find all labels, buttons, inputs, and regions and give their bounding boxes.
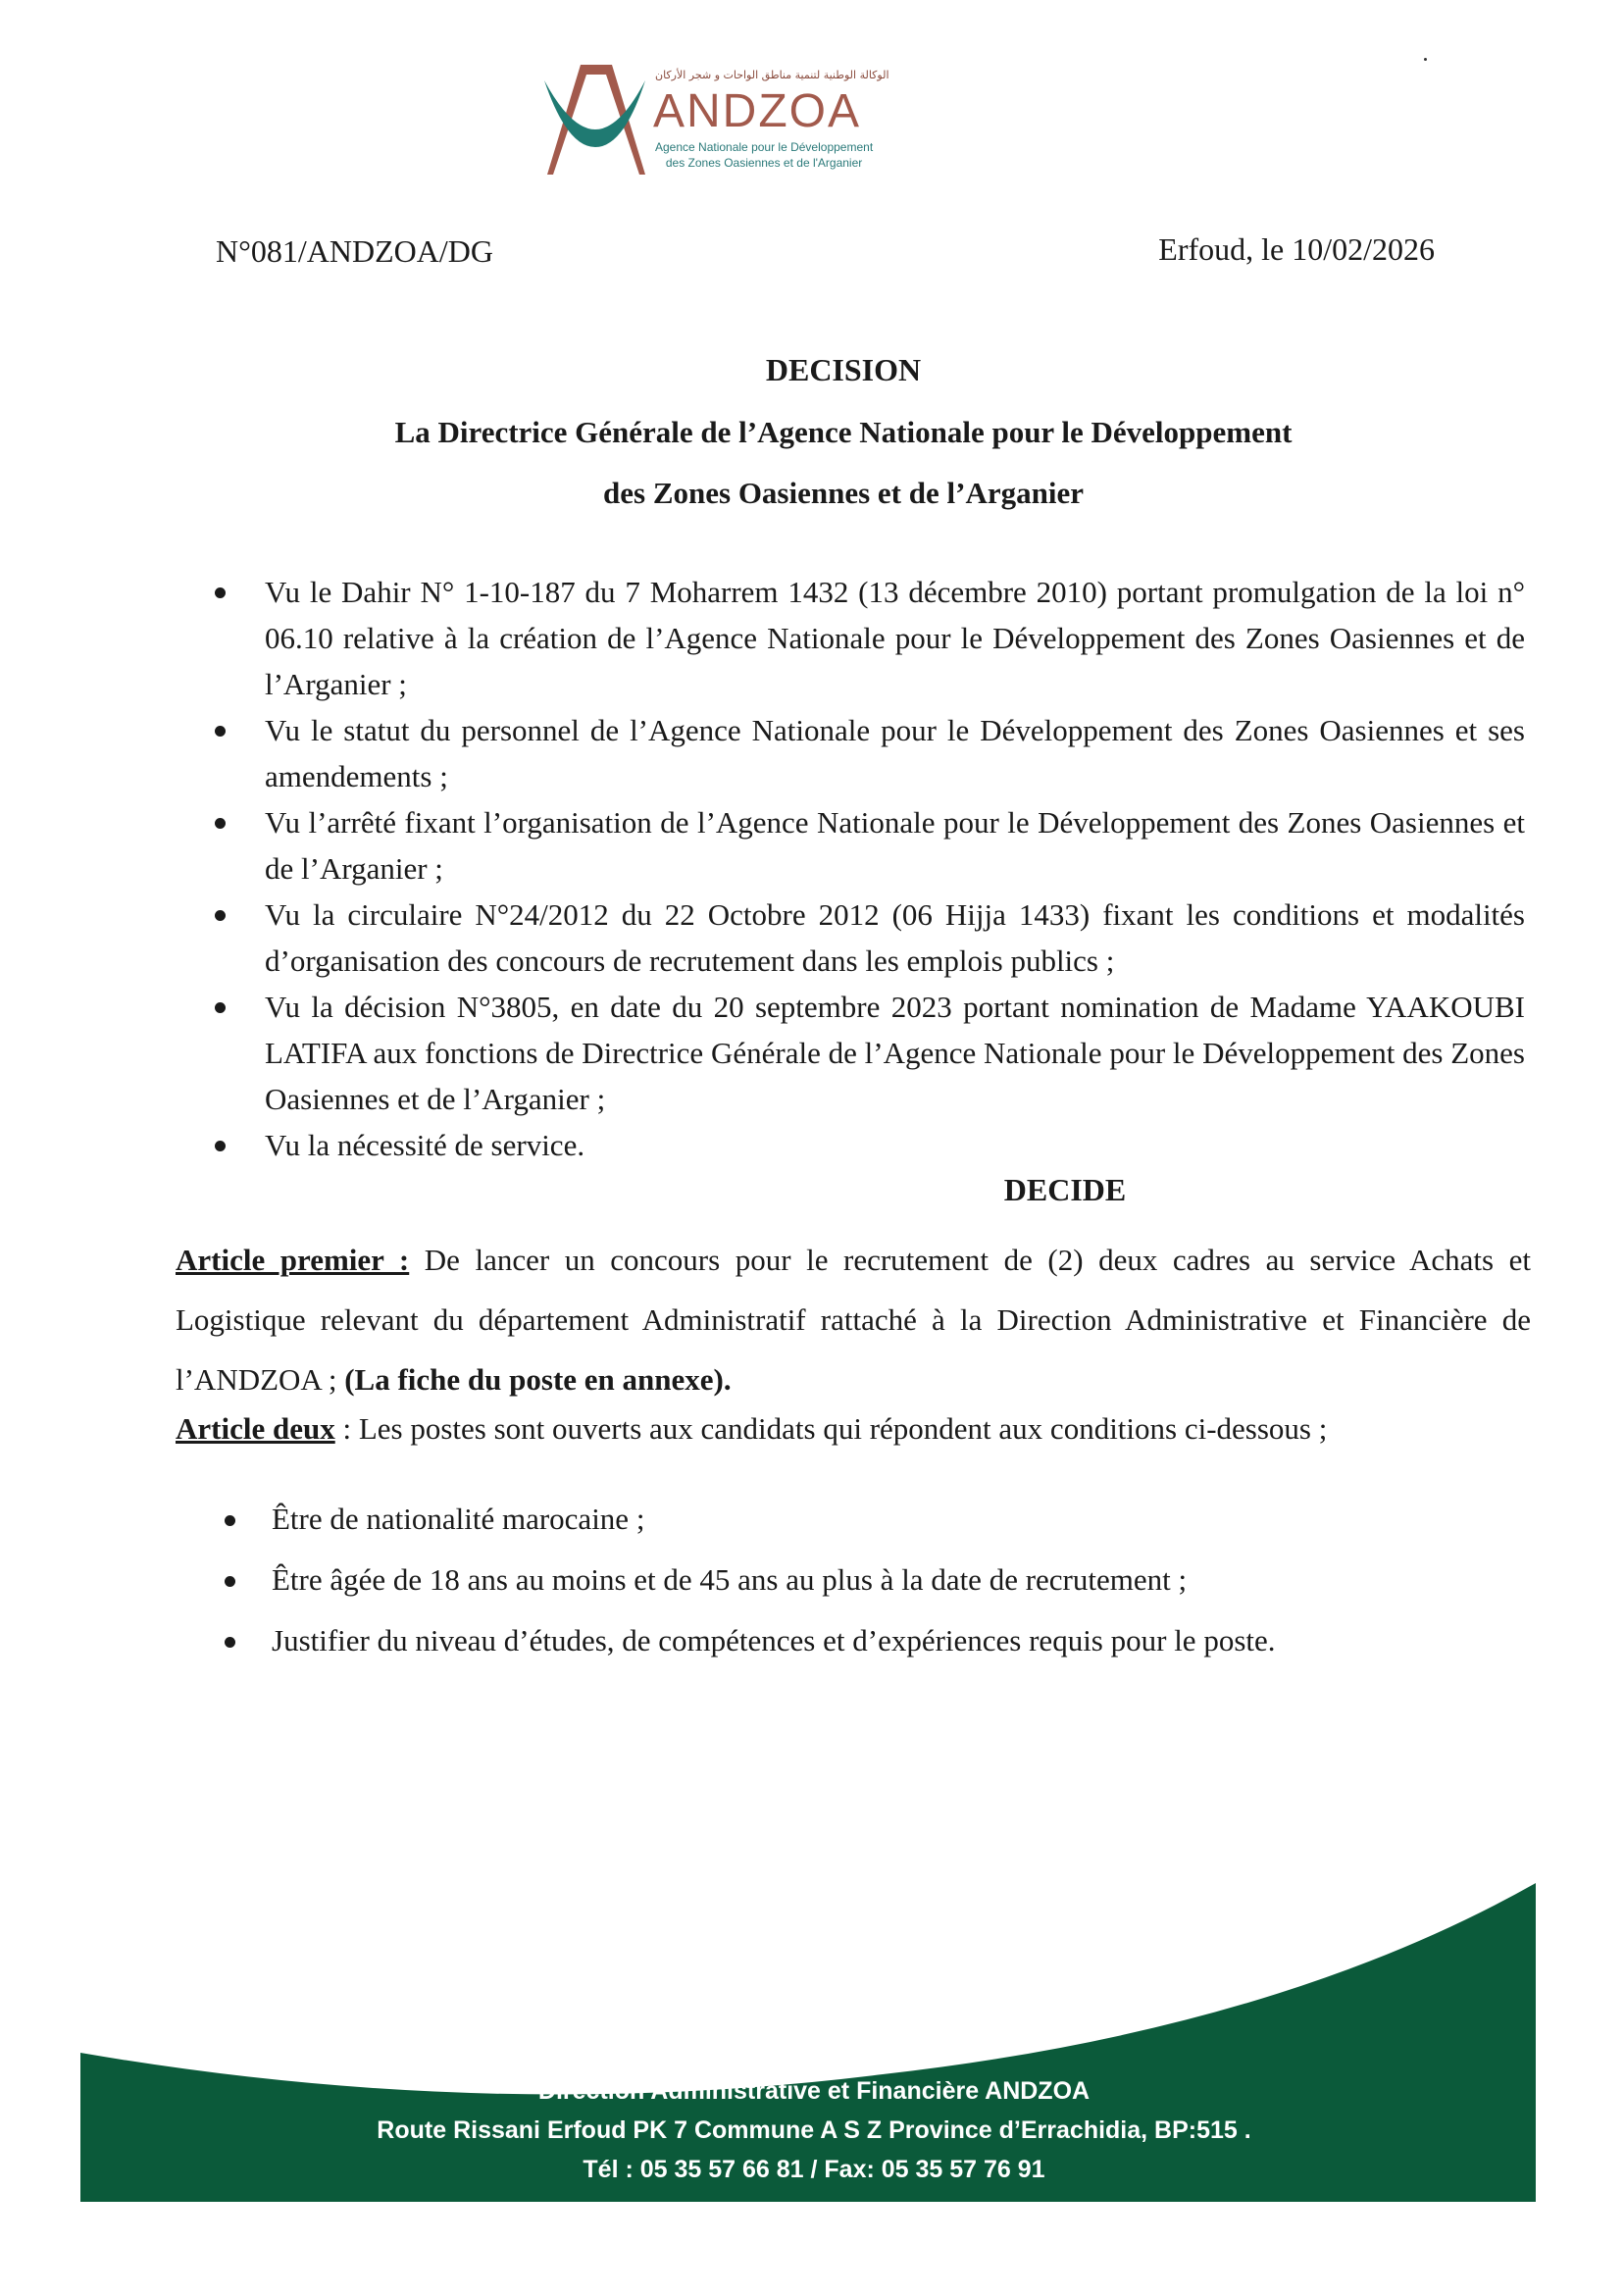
decision-heading: DECISION (765, 352, 922, 387)
condition-item (221, 1610, 1535, 1671)
decision-subtitle-line1: La Directrice Générale de l’Agence Nationale pour le Développement (394, 415, 1293, 449)
logo-brand-name: ANDZOA (653, 85, 862, 137)
consideration-item (211, 892, 1525, 984)
andzoa-logo-mark-icon (541, 61, 649, 177)
bullet-icon (215, 1141, 226, 1151)
consideration-text: Vu le Dahir N° 1-10-187 du 7 Moharrem 1432 (13 décembre 2010) portant promulgation de la loi n° 06.10 relative à la création de l’Agence Nationale pour le Développement des Zones Oasiennes et de l’Arganier ; (265, 575, 1525, 701)
consideration-item (211, 569, 1525, 707)
article-deux-text: : Les postes sont ouverts aux candidats qui répondent aux conditions ci-dessous ; (334, 1411, 1328, 1446)
condition-text: Être âgée de 18 ans au moins et de 45 ans au plus à la date de recrutement ; (272, 1562, 1188, 1597)
consideration-item (211, 1122, 1525, 1168)
consideration-text: Vu la circulaire N°24/2012 du 22 Octobre 2012 (06 Hijja 1433) fixant les conditions et modalités d’organisation des concours de recrutement dans les emplois publics ; (265, 897, 1525, 978)
footer-contact (78, 2071, 1549, 2189)
conditions-list (221, 1489, 1535, 1671)
condition-text: Justifier du niveau d’études, de compétences et d’expériences requis pour le poste. (272, 1623, 1276, 1657)
footer-line-address: Route Rissani Erfoud PK 7 Commune A S Z Province d’Errachidia, BP:515 . (377, 2116, 1251, 2144)
logo-subtitle-line1: Agence Nationale pour le Développement (655, 140, 874, 154)
logo-subtitle-line2: des Zones Oasiennes et de l'Arganier (665, 156, 863, 171)
bullet-icon (215, 1002, 226, 1013)
document-reference: N°081/ANDZOA/DG (216, 233, 493, 269)
article-deux (176, 1409, 1531, 1449)
footer-line-phone-fax: Tél : 05 35 57 66 81 / Fax: 05 35 57 76 91 (583, 2156, 1045, 2183)
article-premier-label: Article premier : (176, 1243, 410, 1277)
bullet-icon (215, 587, 226, 598)
consideration-item (211, 984, 1525, 1122)
scan-artifact (1424, 58, 1427, 61)
logo-subtitle (655, 139, 873, 171)
bullet-icon (215, 818, 226, 829)
decision-subtitle-line2: des Zones Oasiennes et de l’Arganier (603, 476, 1084, 510)
andzoa-logo (541, 61, 894, 178)
bullet-icon (215, 910, 226, 921)
condition-text: Être de nationalité marocaine ; (272, 1502, 645, 1536)
consideration-text: Vu l’arrêté fixant l’organisation de l’Agence Nationale pour le Développement des Zones Oasiennes et de l’Arganier ; (265, 805, 1525, 886)
bullet-icon (215, 726, 226, 737)
footer-line-direction: Direction Administrative et Financière ANDZOA (537, 2077, 1091, 2105)
consideration-text: Vu la décision N°3805, en date du 20 septembre 2023 portant nomination de Madame YAAKOUBI LATIFA aux fonctions de Directrice Générale de l’Agence Nationale pour le Développement des Zones Oasiennes et de l’Arganier ; (265, 990, 1525, 1116)
condition-item (221, 1550, 1535, 1610)
consideration-text: Vu la nécessité de service. (265, 1128, 585, 1162)
place-date: Erfoud, le 10/02/2026 (1158, 231, 1435, 267)
bullet-icon (225, 1637, 235, 1648)
bullet-icon (225, 1515, 235, 1526)
condition-item (221, 1489, 1535, 1550)
article-premier-annex-note: (La fiche du poste en annexe). (344, 1362, 732, 1397)
article-premier (176, 1230, 1531, 1409)
article-deux-label: Article deux (176, 1411, 335, 1446)
consideration-item (211, 707, 1525, 799)
consideration-item (211, 799, 1525, 892)
considerations-list (211, 569, 1525, 1168)
decide-heading: DECIDE (1003, 1172, 1127, 1207)
bullet-icon (225, 1576, 235, 1587)
article-premier-text: De lancer un concours pour le recrutement de (2) deux cadres au service Achats et Logistique relevant du département Administratif rattaché à la Direction Administrative et Financière de l’ANDZOA ; (176, 1243, 1531, 1397)
consideration-text: Vu le statut du personnel de l’Agence Nationale pour le Développement des Zones Oasiennes et ses amendements ; (265, 713, 1525, 793)
logo-arabic-name: الوكالة الوطنية لتنمية مناطق الواحات و شجر الأركان (655, 69, 889, 81)
